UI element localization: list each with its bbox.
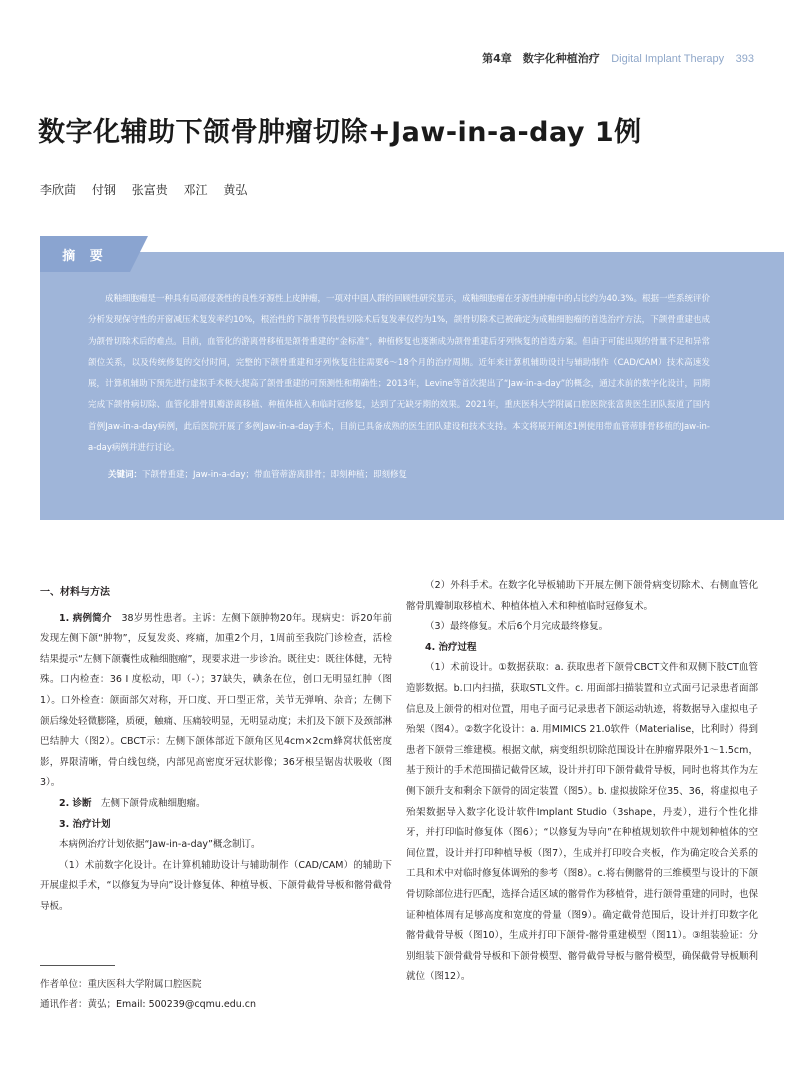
paragraph-text: 左侧下颌骨成釉细胞瘤。 (101, 797, 206, 809)
keywords-list: 下颌骨重建；Jaw-in-a-day；带血管蒂游离腓骨；即刻种植；即刻修复 (142, 470, 407, 480)
corresponding-author: 通讯作者：黄弘；Email: 500239@cqmu.edu.cn (40, 999, 257, 1010)
paragraph-text: （1）术前设计。①数据获取：a. 获取患者下颌骨CBCT文件和双侧下肢CT血管造影数据。b.口内扫描，获取STL文件。c. 用面部扫描装置和立式面弓记录患者面部信息及上颌骨的相对位置，用电子面弓记录患者下颌运动轨迹，将数据导入虚拟电子殆架（图4）。②数字化设计：a. 用MIMICS 21.0软件（Materialise，比利时）得到患者下颌骨三维建模。根据文献，病变组织切除范围设计在肿瘤界限外1～1.5cm，基于预计的手术范围描记截骨区域，设计并打印下颌骨截骨导板，同时也将其作为左侧下颌升支和剩余下颌骨的固定装置（图5）。b. 虚拟拔除牙位35、36，将虚拟电子殆架数据导入数字化设计软件Implant Studio（3shape，丹麦），进行个性化排牙，并打印临时修复体（图6）；“以修复为导向”在种植规划软件中规划种植体的空间位置，设计并打印种植导板（图7），生成并打印咬合夹板，作为确定咬合关系的工具和术中对临时修复体调殆的参考（图8）。c.将右侧髂骨的三维模型与设计的下颌骨切除部位进行匹配，选择合适区域的髂骨作为移植骨，进行颌骨重建的同时，也保证种植体周有足够高度和宽度的骨量（图9）。确定截骨范围后，设计并打印数字化髂骨截骨导板（图10），生成并打印下颌骨-髂骨重建模型（图11）。③组装验证：分别组装下颌骨截骨导板和下颌骨模型、髂骨截骨导板与髂骨模型，确保截骨导板顺利就位（图12）。 (406, 662, 758, 983)
author-name: 黄弘 (223, 183, 248, 197)
chapter-english: Digital Implant Therapy (611, 53, 725, 65)
author-list (40, 181, 259, 198)
abstract-tab-notch (130, 236, 148, 272)
paragraph-text: 本病例治疗计划依据“Jaw-in-a-day”概念制订。 (59, 839, 261, 851)
footnote-divider (40, 965, 115, 966)
keywords (108, 468, 407, 480)
subheading: 3. 治疗计划 (59, 818, 111, 830)
abstract-label: 摘 要 (40, 236, 130, 272)
article-title: 数字化辅助下颌骨肿瘤切除+Jaw-in-a-day 1例 (38, 117, 642, 148)
body-column-left (40, 576, 392, 918)
running-header (482, 50, 754, 66)
page-number: 393 (735, 53, 754, 65)
paragraph-text: （1）术前数字化设计。在计算机辅助设计与辅助制作（CAD/CAM）的辅助下开展虚拟手术，“以修复为导向”设计修复体、种植导板、下颌骨截骨导板和髂骨截骨导板。 (40, 859, 392, 912)
subheading: 2. 诊断 (59, 797, 92, 809)
paragraph-text: 38岁男性患者。主诉：左侧下颌肿物20年。现病史：诉20年前发现左侧下颌“肿物”，反复发炎、疼痛，加重2个月，1周前至我院门诊检查，活检结果提示“左侧下颌囊性成釉细胞瘤”，现要求进一步诊治。既往史：既往体健，无特殊。口内检查：36 I 度松动，叩（-）；37缺失，碘条在位，创口无明显红肿（图1）。口外检查：颌面部欠对称，开口度、开口型正常，关节无弹响、杂音；左侧下颌后缘处轻微膨隆，质硬，触痛、压痛较明显，无明显动度；未扪及下颌下及颈部淋巴结肿大（图2）。CBCT示：左侧下颌体部近下颌角区见4cm×2cm蜂窝状低密度影，界限清晰，骨白线包绕，内部见高密度牙冠状影像；36牙根呈锯齿状吸收（图3）。 (40, 612, 392, 789)
keywords-label: 关键词： (108, 470, 143, 480)
paragraph-text: （2）外科手术。在数字化导板辅助下开展左侧下颌骨病变切除术、右侧血管化髂骨肌瓣制取移植术、种植体植入术和种植临时冠修复术。 (406, 580, 758, 612)
section-heading: 一、材料与方法 (40, 587, 110, 598)
abstract-text (88, 289, 710, 459)
subheading: 4. 治疗过程 (425, 641, 477, 653)
diagnosis-paragraph (40, 794, 392, 815)
case-intro-paragraph (40, 609, 392, 794)
subheading: 1. 病例简介 (59, 612, 112, 624)
author-name: 张富贵 (131, 183, 168, 197)
paragraph-text: （3）最终修复。术后6个月完成最终修复。 (425, 621, 609, 633)
author-name: 付钢 (91, 183, 116, 197)
abstract-paragraph: 成釉细胞瘤是一种具有局部侵袭性的良性牙源性上皮肿瘤，一项对中国人群的回顾性研究显示，成釉细胞瘤在牙源性肿瘤中的占比约为40.3%。根据一些系统评价分析发现保守性的开窗减压术复发率约10%，根治性的下颌骨节段性切除术后复发率仅约为1%，颌骨切除术已被确定为成釉细胞瘤的首选治疗方法，下颌骨重建也成为颌骨切除术后的难点。目前，血管化的游离骨移植是颌骨重建的“金标准”，种植修复也逐渐成为颌骨重建后牙列恢复的首选方案。但由于可能出现的骨量不足和异常颌位关系，以及传统修复的交付时间，完整的下颌骨重建和牙列恢复往往需要6～18个月的治疗周期。近年来计算机辅助设计与辅助制作（CAD/CAM）技术高速发展，计算机辅助下预先进行虚拟手术极大提高了颌骨重建的可预测性和精确性；2013年，Levine等首次提出了“Jaw-in-a-day”的概念，通过术前的数字化设计，同期完成下颌骨病切除、血管化腓骨肌瓣游离移植、种植体植入和临时冠修复，达到了无缺牙期的效果。2021年，重庆医科大学附属口腔医院张富贵医生团队报道了国内首例Jaw-in-a-day病例，此后医院开展了多例Jaw-in-a-day手术，目前已具备成熟的医生团队建设和技术支持。本文将展开阐述1例使用带血管蒂腓骨移植的Jaw-in-a-day病例并进行讨论。 (88, 294, 711, 454)
author-affiliation: 作者单位：重庆医科大学附属口腔医院 (40, 979, 202, 990)
chapter-label: 第4章 数字化种植治疗 (482, 52, 600, 65)
author-name: 李欣茴 (40, 183, 77, 197)
author-name: 邓江 (183, 183, 208, 197)
body-column-right (406, 576, 758, 988)
